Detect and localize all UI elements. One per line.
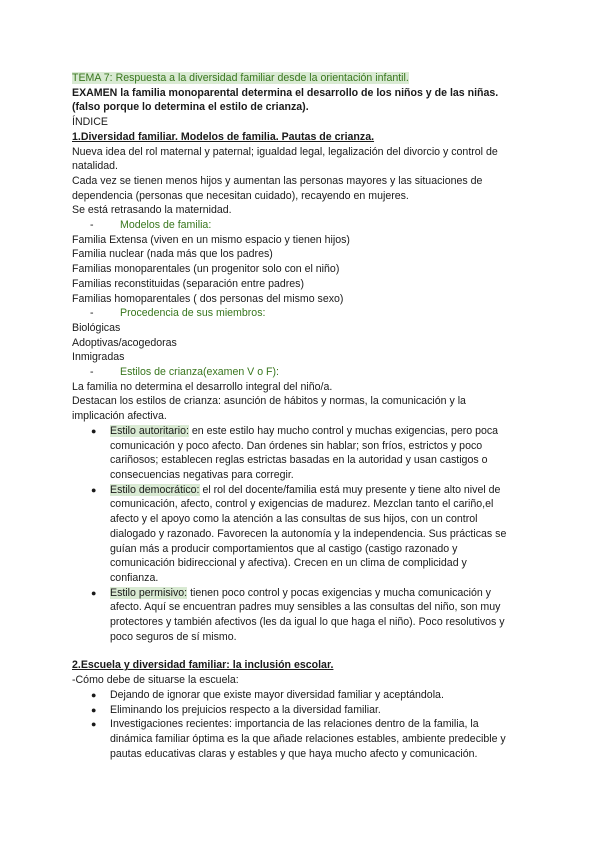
style-term: Estilo permisivo:: [110, 586, 188, 599]
models-subheading: [72, 218, 560, 233]
bullet-icon: ●: [91, 719, 97, 730]
exam-note-line-2: (falso porque lo determina el estilo de crianza).: [72, 101, 309, 114]
style-text: comunicación bidireccional y afectiva). Crecen en un clima de complicidad y: [110, 557, 467, 570]
family-models-list: [72, 233, 560, 307]
styles-subheading: [72, 365, 560, 380]
style-text: cariñosos; establecen reglas estrictas basadas en la autoridad y usan castigos o: [110, 454, 488, 467]
dash-marker: -: [90, 307, 94, 320]
list-item: Biológicas: [72, 321, 121, 334]
bullet-text: Eliminando los prejuicios respecto a la diversidad familiar.: [110, 703, 381, 716]
styles-intro: [72, 380, 560, 424]
section2-subheading: -Cómo debe de situarse la escuela:: [72, 674, 239, 687]
list-item: [72, 424, 560, 483]
document-title: TEMA 7: Respuesta a la diversidad familiar desde la orientación infantil.: [72, 72, 409, 84]
style-text: el rol del docente/familia está muy presente y tiene alto nivel de: [199, 483, 501, 496]
subheading-label: Procedencia de sus miembros:: [120, 307, 266, 320]
index-label: ÍNDICE: [72, 116, 108, 129]
paragraph-line: natalidad.: [72, 160, 118, 173]
bullet-text: Dejando de ignorar que existe mayor diversidad familiar y aceptándola.: [110, 688, 444, 701]
section-spacer: [72, 644, 560, 658]
style-text: protectores y también afectivos (les da igual lo que haga el niño). Poco resolutivos y: [110, 616, 505, 629]
bullet-text: pautas educativas claras y estables y que haya mucho afecto y comunicación.: [110, 747, 478, 760]
exam-note-line-1: EXAMEN la familia monoparental determina el desarrollo de los niños y de las niñas.: [72, 86, 499, 99]
style-text: en este estilo hay mucho control y muchas exigencias, pero poca: [188, 424, 499, 437]
list-item: Adoptivas/acogedoras: [72, 336, 177, 349]
paragraph-line: implicación afectiva.: [72, 410, 167, 423]
bullet-icon: ●: [91, 587, 97, 598]
style-text: comunicación, afecto, control y exigencias de madurez. Mezclan tanto el cariño,el: [110, 498, 494, 511]
list-item: [72, 483, 560, 586]
paragraph-line: dependencia (personas que necesitan cuidado), recayendo en mujeres.: [72, 189, 409, 202]
style-term: Estilo democrático:: [110, 483, 200, 496]
list-item: [72, 586, 560, 645]
section1-intro: [72, 145, 560, 219]
style-text: comunicación y poco afecto. Dan órdenes sin hablar; son fríos, estrictos y poco: [110, 439, 483, 452]
bullet-icon: ●: [91, 689, 97, 700]
style-text: afecto y el apoyo como la atención a las consultas de sus hijos, con un control: [110, 513, 478, 526]
list-item: Familia Extensa (viven en un mismo espacio y tienen hijos): [72, 233, 350, 246]
bullet-text: dinámica familiar óptima es la que añade relaciones estables, ambiente predecible y: [110, 732, 506, 745]
style-text: poco seguros de sí mismo.: [110, 630, 237, 643]
style-text: tienen poco control y pocas exigencias y mucha comunicación y: [187, 586, 491, 599]
list-item: Familias monoparentales (un progenitor solo con el niño): [72, 263, 340, 276]
origin-subheading: [72, 306, 560, 321]
school-bullets-list: [72, 688, 560, 762]
list-item: [72, 688, 560, 703]
paragraph-line: Se está retrasando la maternidad.: [72, 204, 232, 217]
title-line: [72, 71, 560, 86]
subheading-label: Estilos de crianza(examen V o F):: [120, 366, 279, 379]
style-text: confianza.: [110, 571, 159, 584]
style-text: afecto. Aquí se encuentran padres muy sensibles a las consultas del niño, son muy: [110, 601, 501, 614]
parenting-styles-list: [72, 424, 560, 645]
list-item: [72, 703, 560, 718]
section2-heading: 2.Escuela y diversidad familiar: la inclusión escolar.: [72, 659, 334, 672]
paragraph-line: Nueva idea del rol maternal y paternal; igualdad legal, legalización del divorcio y control de: [72, 145, 498, 158]
style-text: consecuencias negativas para corregir.: [110, 468, 294, 481]
section1-heading: 1.Diversidad familiar. Modelos de familia. Pautas de crianza.: [72, 130, 375, 143]
list-item: Familia nuclear (nada más que los padres): [72, 248, 273, 261]
paragraph-line: Cada vez se tienen menos hijos y aumentan las personas mayores y las situaciones de: [72, 174, 483, 187]
style-term: Estilo autoritario:: [110, 424, 189, 437]
style-text: guían más a producir comportamientos que al castigo (castigo razonado y: [110, 542, 458, 555]
origin-list: [72, 321, 560, 365]
list-item: [72, 717, 560, 761]
bullet-icon: ●: [91, 425, 97, 436]
paragraph-line: La familia no determina el desarrollo integral del niño/a.: [72, 380, 333, 393]
list-item: Familias reconstituidas (separación entre padres): [72, 277, 304, 290]
list-item: Familias homoparentales ( dos personas del mismo sexo): [72, 292, 344, 305]
style-text: dialogado y razonado. Favorecen la autonomía y la independencia. Sus prácticas se: [110, 527, 507, 540]
subheading-label: Modelos de familia:: [120, 219, 212, 232]
paragraph-line: Destacan los estilos de crianza: asunción de hábitos y normas, la comunicación y la: [72, 395, 466, 408]
list-item: Inmigradas: [72, 351, 125, 364]
dash-marker: -: [90, 366, 94, 379]
bullet-icon: ●: [91, 704, 97, 715]
bullet-text: Investigaciones recientes: importancia de las relaciones dentro de la familia, la: [110, 718, 479, 731]
bullet-icon: ●: [91, 484, 97, 495]
dash-marker: -: [90, 219, 94, 232]
